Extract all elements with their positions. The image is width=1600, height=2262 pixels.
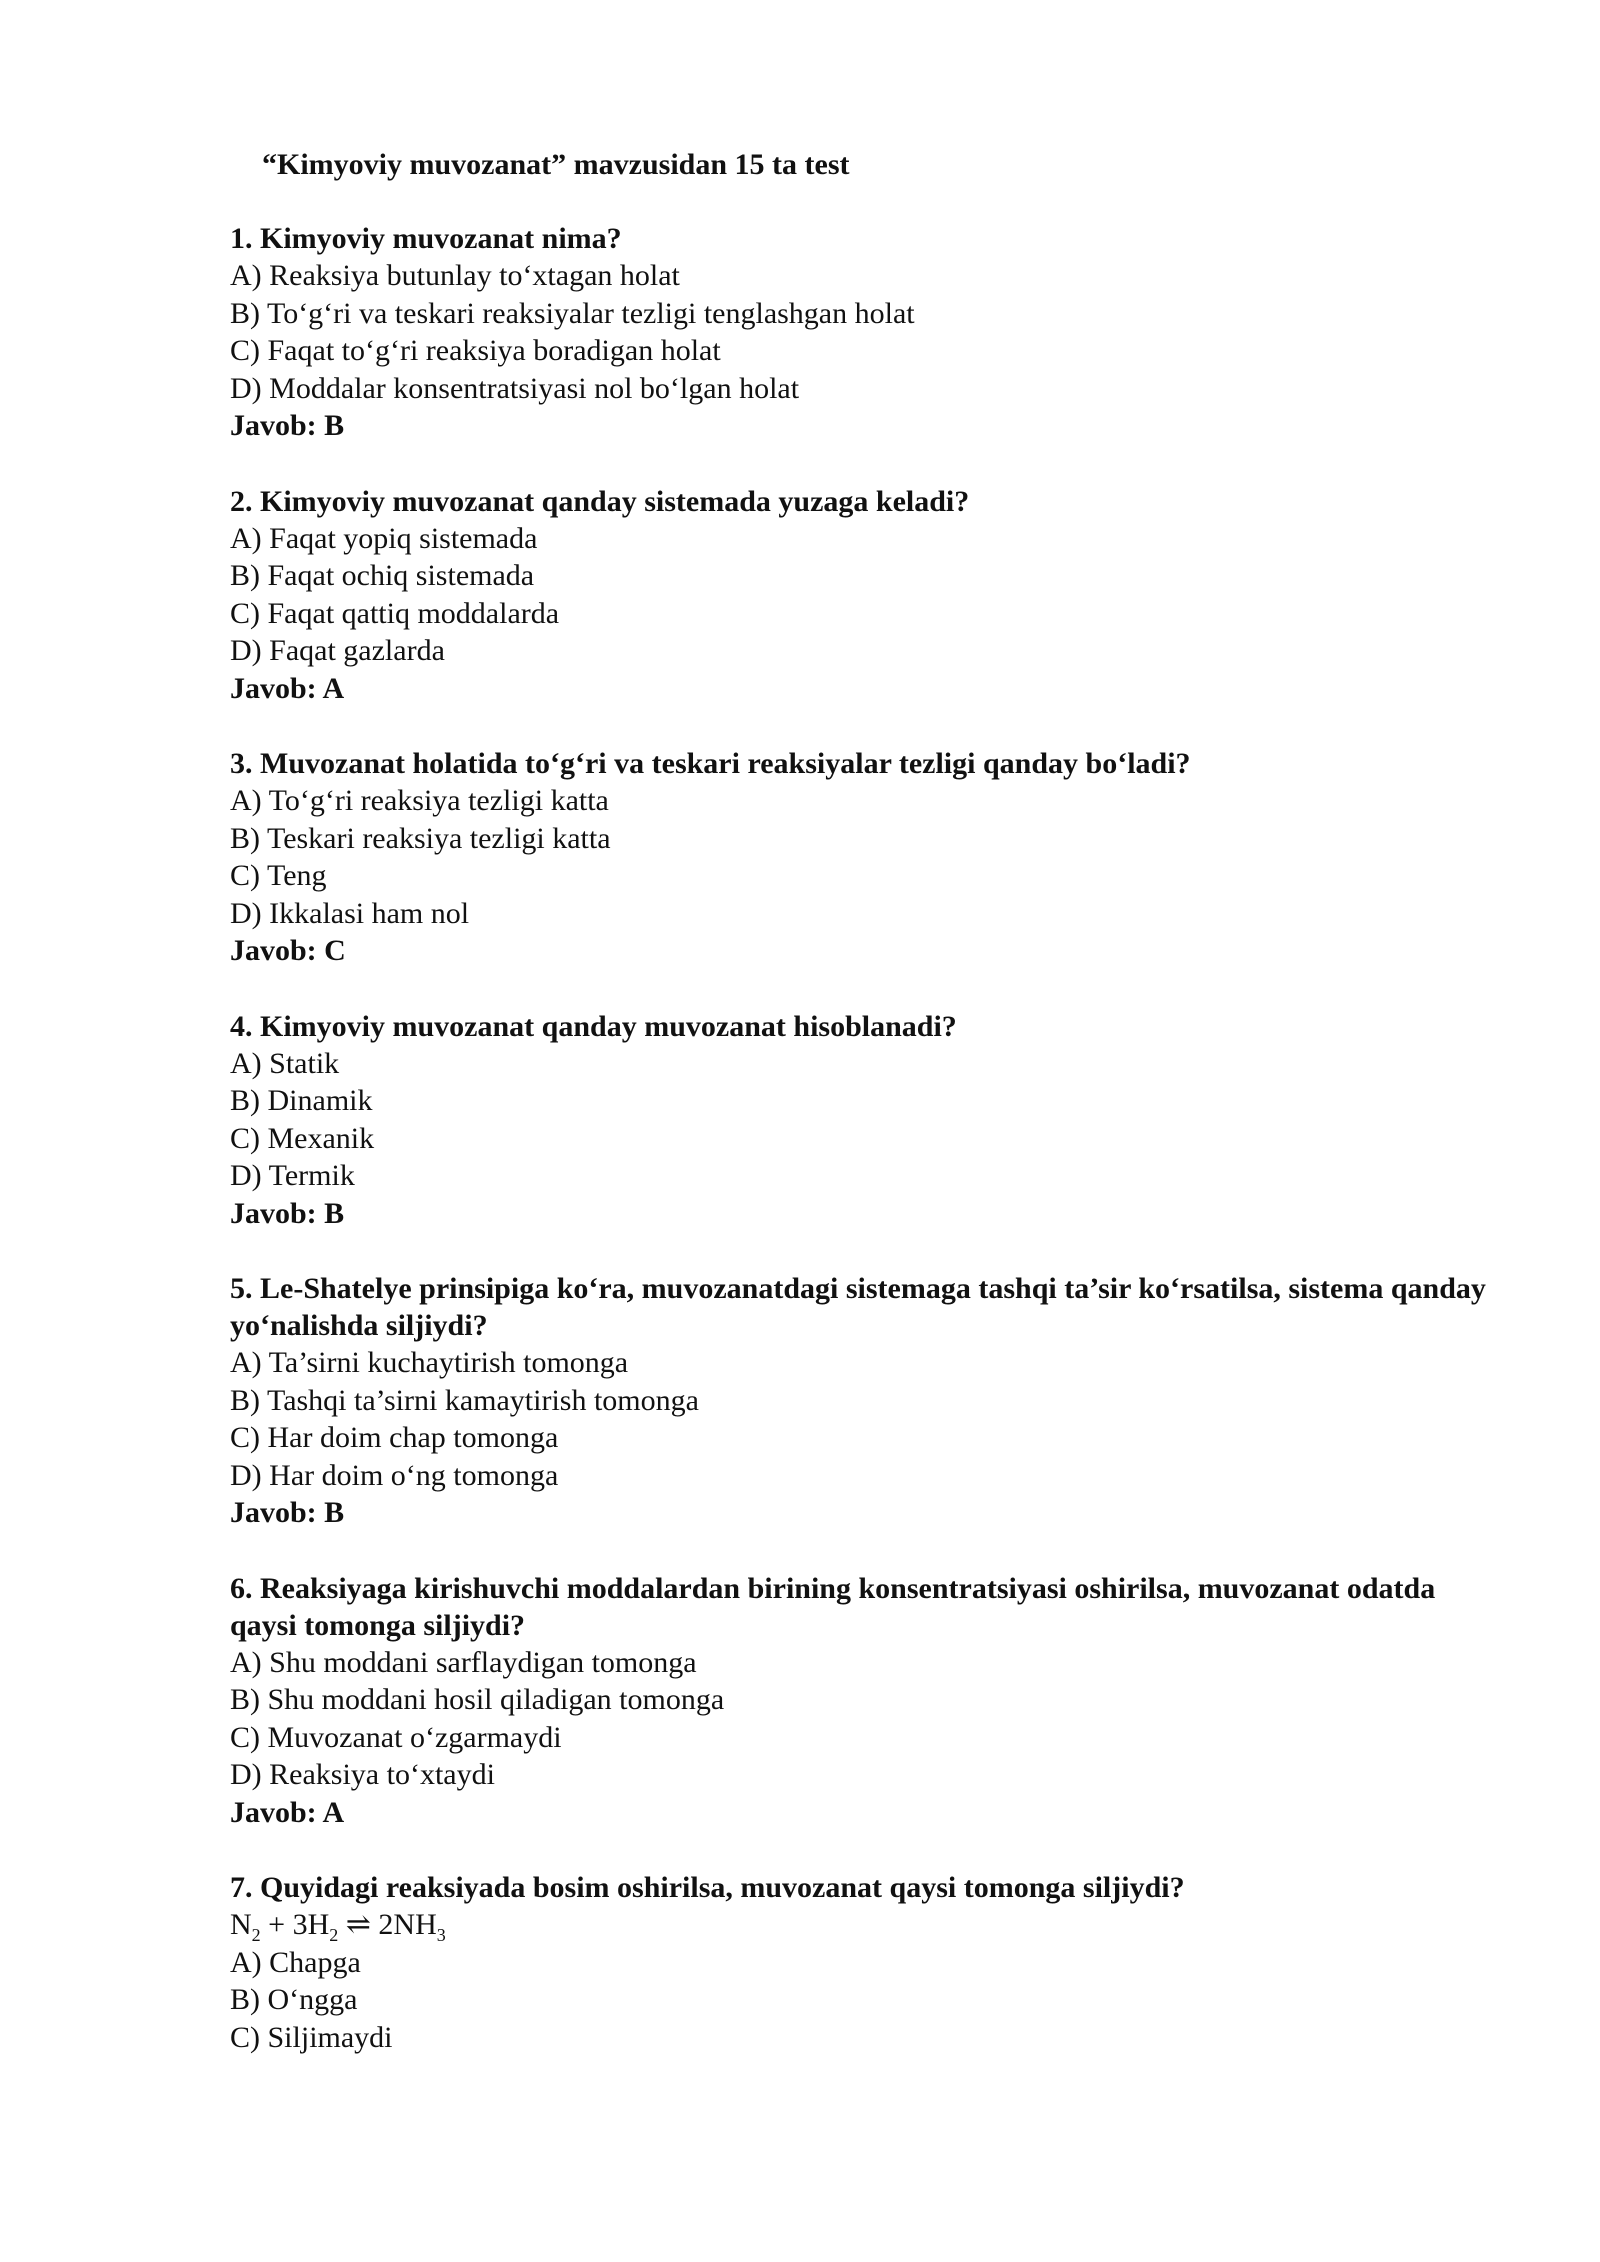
document-title: “Kimyoviy muvozanat” mavzusidan 15 ta test <box>262 148 850 181</box>
question-7 <box>230 1869 1490 2056</box>
option-a: A) Chapga <box>230 1945 361 1979</box>
option-c: C) Har doim chap tomonga <box>230 1421 559 1454</box>
question-text: 6. Reaksiyaga kirishuvchi moddalardan birining konsentratsiyasi oshirilsa, muvozanat odatda qaysi tomonga siljiydi? <box>230 1571 1436 1642</box>
option-d: D) Faqat gazlarda <box>230 634 445 667</box>
question-text: 3. Muvozanat holatida to‘g‘ri va teskari reaksiyalar tezligi qanday bo‘ladi? <box>230 747 1191 780</box>
equilibrium-arrow-icon: ⇌ <box>338 1908 379 1941</box>
answer: Javob: B <box>230 1496 345 1529</box>
formula-subscript: 2 <box>251 1925 261 1945</box>
option-a: A) Shu moddani sarflaydigan tomonga <box>230 1645 697 1679</box>
option-a: A) Statik <box>230 1046 340 1080</box>
answer: Javob: A <box>230 671 345 705</box>
option-c: C) Teng <box>230 859 327 892</box>
answer: Javob: A <box>230 1795 345 1829</box>
answer: Javob: B <box>230 1196 345 1230</box>
option-d: D) Reaksiya to‘xtaydi <box>230 1758 495 1791</box>
question-5 <box>230 1270 1490 1532</box>
question-6 <box>230 1570 1490 1832</box>
option-d: D) Termik <box>230 1159 355 1192</box>
option-b: B) Dinamik <box>230 1084 373 1117</box>
reaction-formula <box>230 1906 1490 1944</box>
option-b: B) To‘g‘ri va teskari reaksiyalar tezligi tenglashgan holat <box>230 296 915 330</box>
question-1 <box>230 220 1490 445</box>
option-b: B) Shu moddani hosil qiladigan tomonga <box>230 1683 725 1716</box>
document-page <box>230 146 1490 2094</box>
question-4 <box>230 1008 1490 1233</box>
formula-h2: + 3H <box>260 1908 330 1941</box>
option-c: C) Mexanik <box>230 1121 375 1155</box>
option-a: A) Reaksiya butunlay to‘xtagan holat <box>230 259 680 292</box>
question-text: 7. Quyidagi reaksiyada bosim oshirilsa, muvozanat qaysi tomonga siljiydi? <box>230 1871 1185 1904</box>
option-b: B) Tashqi ta’sirni kamaytirish tomonga <box>230 1383 699 1417</box>
formula-subscript: 2 <box>329 1925 339 1945</box>
question-text: 4. Kimyoviy muvozanat qanday muvozanat hisoblanadi? <box>230 1009 957 1043</box>
option-a: A) Ta’sirni kuchaytirish tomonga <box>230 1346 629 1379</box>
formula-n2: N <box>230 1908 252 1941</box>
question-text: 2. Kimyoviy muvozanat qanday sistemada yuzaga keladi? <box>230 484 970 518</box>
option-d: D) Ikkalasi ham nol <box>230 896 470 930</box>
question-text: 1. Kimyoviy muvozanat nima? <box>230 222 622 255</box>
option-b: B) Faqat ochiq sistemada <box>230 559 535 592</box>
option-c: C) Siljimaydi <box>230 2020 393 2054</box>
option-d: D) Moddalar konsentratsiyasi nol bo‘lgan holat <box>230 371 800 405</box>
formula-nh3: 2NH <box>378 1908 437 1941</box>
option-c: C) Faqat qattiq moddalarda <box>230 596 560 630</box>
option-d: D) Har doim o‘ng tomonga <box>230 1458 559 1492</box>
option-c: C) Muvozanat o‘zgarmaydi <box>230 1720 562 1754</box>
question-3 <box>230 745 1490 970</box>
question-text: 5. Le-Shatelye prinsipiga ko‘ra, muvozanatdagi sistemaga tashqi ta’sir ko‘rsatilsa, sistema qanday yo‘nalishda siljiydi? <box>230 1272 1486 1342</box>
option-a: A) To‘g‘ri reaksiya tezligi katta <box>230 784 609 817</box>
option-b: B) Teskari reaksiya tezligi katta <box>230 821 611 855</box>
formula-subscript: 3 <box>436 1925 446 1945</box>
option-a: A) Faqat yopiq sistemada <box>230 521 538 555</box>
question-2 <box>230 483 1490 708</box>
option-b: B) O‘ngga <box>230 1983 358 2016</box>
option-c: C) Faqat to‘g‘ri reaksiya boradigan holat <box>230 334 721 367</box>
answer: Javob: C <box>230 934 346 967</box>
answer: Javob: B <box>230 409 345 442</box>
